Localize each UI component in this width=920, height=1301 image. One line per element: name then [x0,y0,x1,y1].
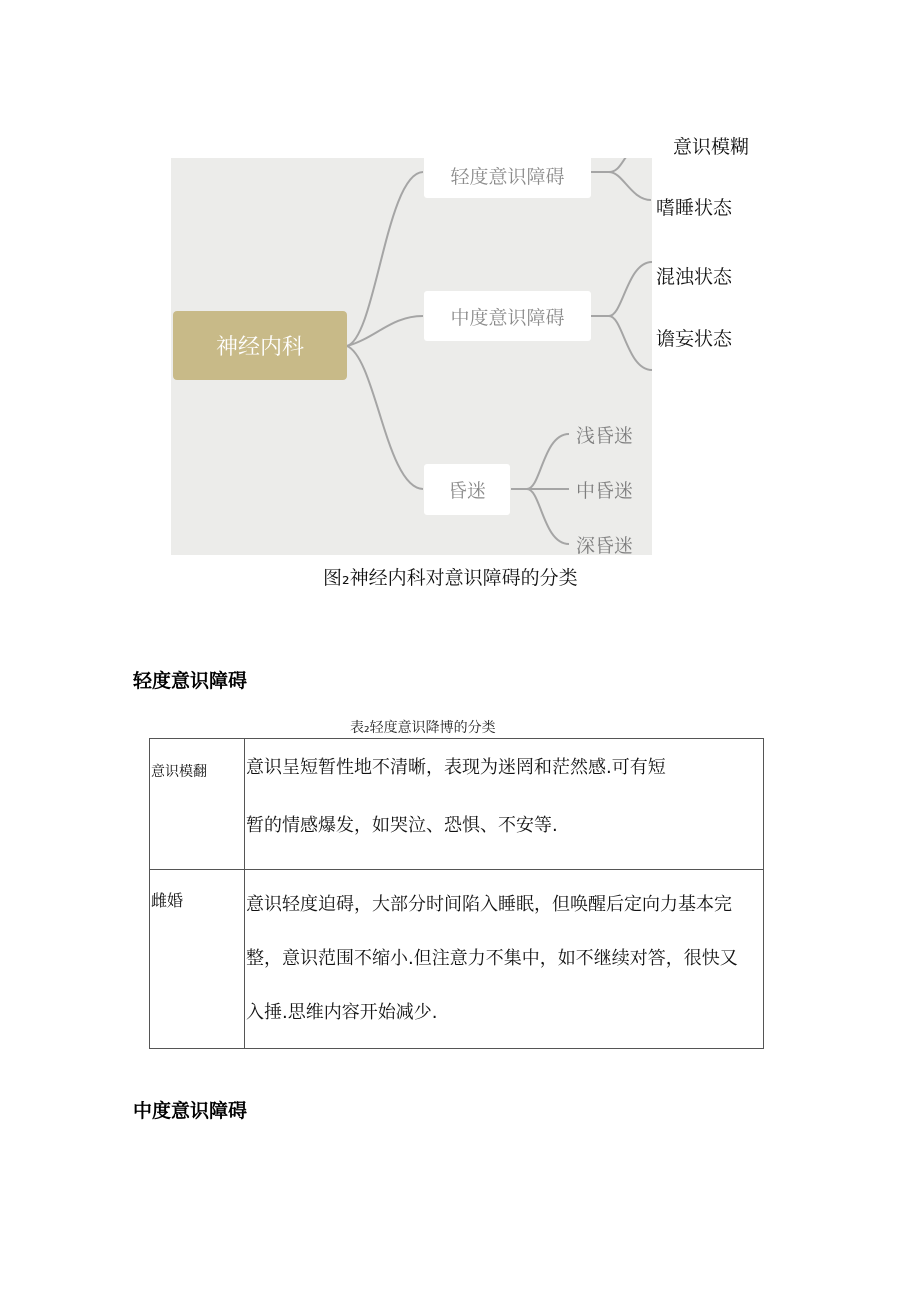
root-node [173,311,347,380]
desc-line: 意识呈短暂性地不清晰，表现为迷罔和茫然感.可有短 [246,757,666,778]
table-term-cell: 意识模翻 [150,739,245,870]
label-clouding: 混浊状态 [656,266,733,288]
branch-node-moderate [424,291,591,341]
desc-line: 暂的情感爆发，如哭泣、恐惧、不安等. [246,815,558,836]
label-confusion: 意识模糊 [673,136,750,158]
section-heading-mild: 轻度意识障碍 [133,670,248,692]
branch-label-coma: 昏迷 [447,480,486,502]
desc-line: 整，意识范围不缩小.但注意力不集中，如不继续对答，很快又 [246,948,738,969]
branch-label-moderate: 中度意识障碍 [450,306,565,329]
leaf-moderate-coma: 中昏迷 [576,480,634,502]
figure-caption: 图₂神经内科对意识障碍的分类 [323,567,578,589]
table-term-cell: 雌婚 [150,870,245,1049]
table-caption: 表₂轻度意识降博的分类 [350,720,496,736]
branch-node-coma [424,464,510,515]
table-row [150,870,764,1049]
table-desc-cell [245,739,764,870]
root-node-label: 神经内科 [215,335,304,360]
label-somnolence: 嗜睡状态 [656,197,733,219]
desc-line: 入捶.思维内容开始减少. [246,1002,438,1023]
table-row [150,739,764,870]
leaf-deep-coma: 深昏迷 [576,535,634,555]
classification-table [149,738,764,1049]
branch-node-mild [424,158,591,198]
desc-line: 意识轻度迫碍，大部分时间陷入睡眠，但唤醒后定向力基本完 [246,894,732,915]
leaf-light-coma: 浅昏迷 [576,425,634,447]
label-delirium: 谵妄状态 [656,328,733,350]
section-heading-moderate: 中度意识障碍 [133,1100,248,1122]
table-desc-cell [245,870,764,1049]
mind-map-figure [171,158,652,555]
branch-label-mild: 轻度意识障碍 [450,165,565,188]
